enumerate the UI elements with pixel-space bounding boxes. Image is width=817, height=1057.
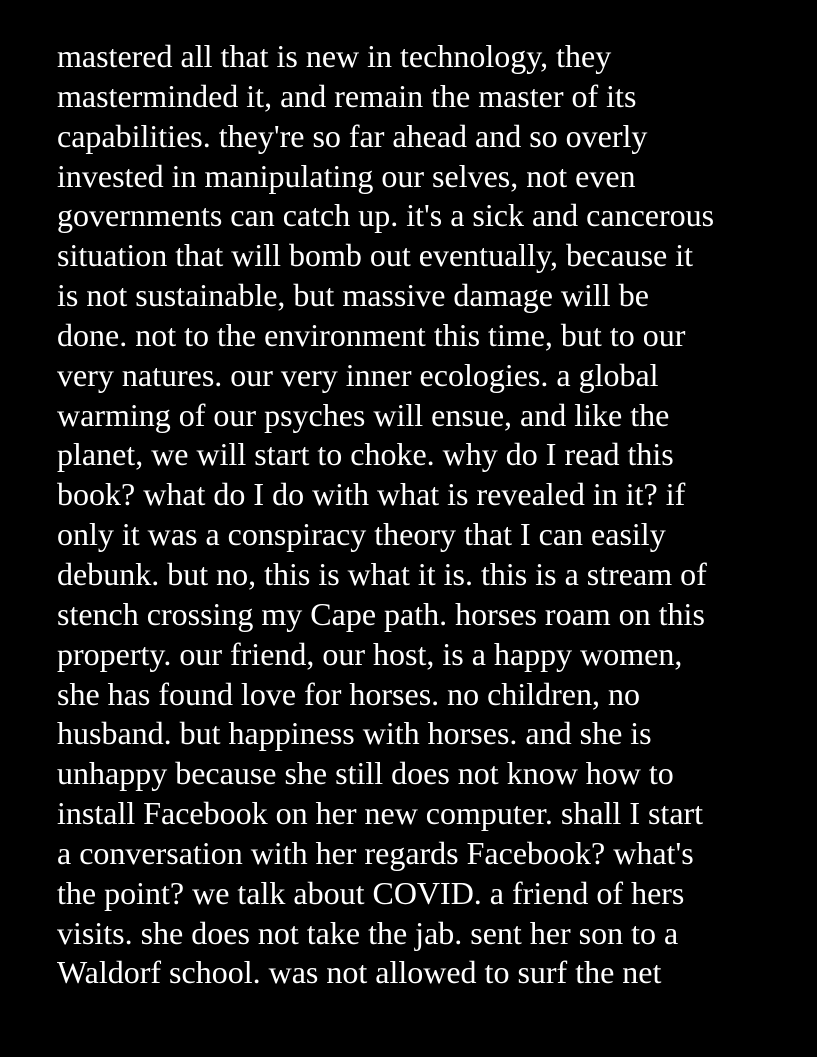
text-line: she has found love for horses. no children, no — [57, 675, 640, 712]
text-line: only it was a conspiracy theory that I can easily — [57, 516, 666, 553]
text-line: install Facebook on her new computer. shall I start — [57, 795, 704, 832]
text-line: stench crossing my Cape path. horses roam on this — [57, 595, 705, 632]
text-line: book? what do I do with what is revealed in it? if — [57, 476, 686, 513]
text-line: masterminded it, and remain the master of its — [57, 77, 637, 114]
text-line: a conversation with her regards Facebook? what's — [57, 834, 694, 871]
text-line: visits. she does not take the jab. sent her son to a — [57, 914, 679, 951]
text-line: the point? we talk about COVID. a friend of hers — [57, 874, 685, 911]
text-line: mastered all that is new in technology, they — [57, 38, 612, 74]
text-line: Waldorf school. was not allowed to surf the net — [57, 954, 662, 991]
text-line: planet, we will start to choke. why do I read this — [57, 436, 674, 473]
text-line: capabilities. they're so far ahead and so overly — [57, 117, 648, 154]
text-line: done. not to the environment this time, but to our — [57, 316, 686, 353]
text-line: warming of our psyches will ensue, and like the — [57, 396, 670, 433]
text-line: husband. but happiness with horses. and she is — [57, 715, 652, 752]
body-text — [57, 37, 807, 993]
text-line: invested in manipulating our selves, not even — [57, 157, 636, 194]
text-line: debunk. but no, this is what it is. this is a stream of — [57, 555, 707, 592]
text-line: unhappy because she still does not know how to — [57, 755, 674, 792]
text-line: property. our friend, our host, is a happy women, — [57, 635, 683, 672]
text-line: situation that will bomb out eventually, because it — [57, 237, 694, 274]
text-line: is not sustainable, but massive damage will be — [57, 277, 649, 314]
text-line: governments can catch up. it's a sick and cancerous — [57, 197, 715, 234]
text-line: very natures. our very inner ecologies. a global — [57, 356, 659, 393]
